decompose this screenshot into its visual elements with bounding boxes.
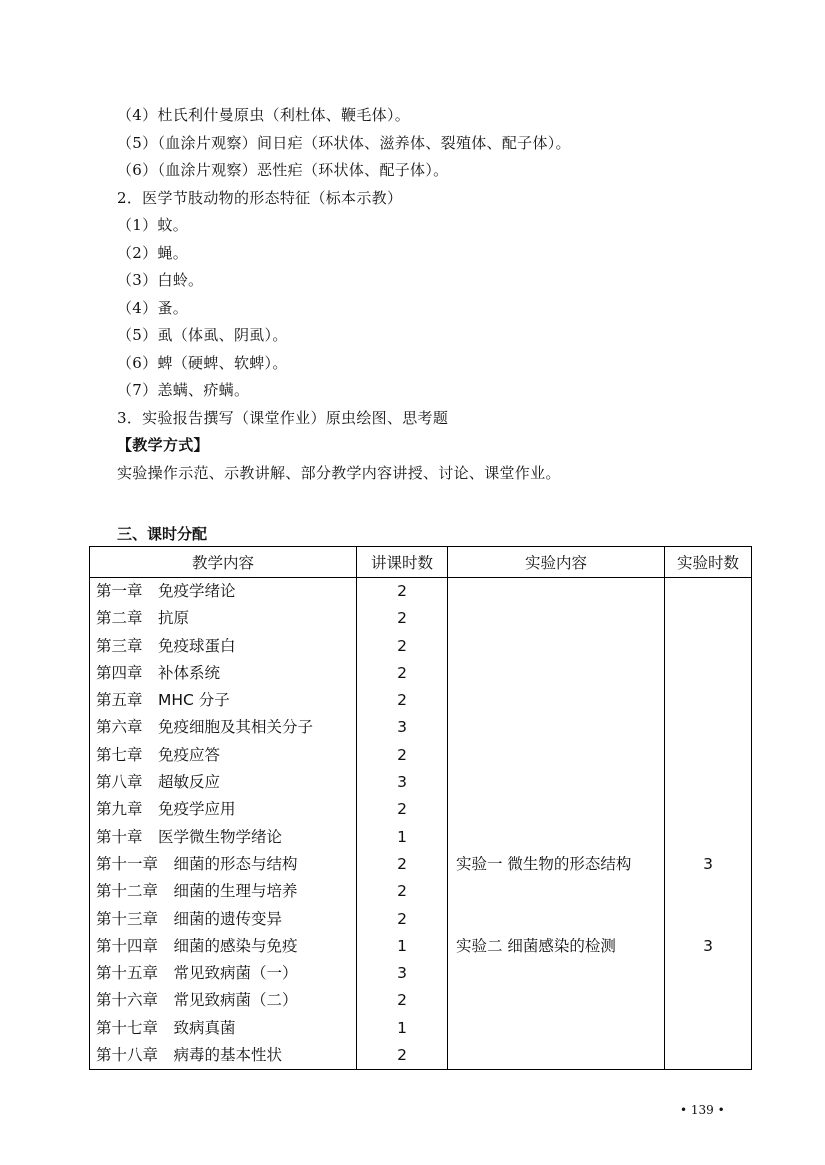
cell-lecture-hours: 2 (357, 878, 448, 905)
text-line: （2）蝇。 (117, 243, 189, 262)
cell-lab-hours (665, 714, 752, 741)
table-row (90, 933, 752, 960)
cell-lab-hours (665, 796, 752, 823)
table-body (90, 578, 752, 1070)
table-row (90, 633, 752, 660)
table-row (90, 851, 752, 878)
cell-lab-hours: 3 (665, 933, 752, 960)
column-header-lab-hours: 实验时数 (665, 547, 752, 578)
table-row (90, 824, 752, 851)
cell-lab-hours (665, 906, 752, 933)
cell-content: 第七章 免疫应答 (90, 742, 357, 769)
table-row (90, 605, 752, 632)
cell-lab-content (448, 578, 665, 606)
cell-lab-hours (665, 824, 752, 851)
cell-lab-content: 实验二 细菌感染的检测 (448, 933, 665, 960)
cell-lab-content (448, 1015, 665, 1042)
cell-lab-hours (665, 660, 752, 687)
cell-lab-content (448, 605, 665, 632)
cell-lab-hours (665, 769, 752, 796)
teaching-method-heading: 【教学方式】 (117, 436, 209, 454)
table-row (90, 878, 752, 905)
cell-content: 第六章 免疫细胞及其相关分子 (90, 714, 357, 741)
text-line: （5）（血涂片观察）间日疟（环状体、滋养体、裂殖体、配子体）。 (117, 133, 571, 152)
table-row (90, 960, 752, 987)
cell-lab-hours: 3 (665, 851, 752, 878)
cell-lecture-hours: 3 (357, 714, 448, 741)
cell-content: 第十一章 细菌的形态与结构 (90, 851, 357, 878)
cell-content: 第四章 补体系统 (90, 660, 357, 687)
text-line: （7）恙螨、疥螨。 (117, 381, 250, 399)
cell-lecture-hours: 1 (357, 824, 448, 851)
cell-lecture-hours: 1 (357, 933, 448, 960)
table-row (90, 1042, 752, 1070)
cell-lab-content (448, 987, 665, 1014)
cell-lab-hours (665, 1015, 752, 1042)
text-line: （1）蚊。 (117, 216, 189, 234)
cell-lecture-hours: 3 (357, 769, 448, 796)
cell-content: 第十六章 常见致病菌（二） (90, 987, 357, 1014)
cell-lab-content (448, 633, 665, 660)
cell-lecture-hours: 1 (357, 1015, 448, 1042)
cell-content: 第十八章 病毒的基本性状 (90, 1042, 357, 1070)
cell-lab-content (448, 742, 665, 769)
column-header-lab-content: 实验内容 (448, 547, 665, 578)
cell-lab-hours (665, 633, 752, 660)
text-line: （4）杜氏利什曼原虫（利杜体、鞭毛体）。 (117, 106, 411, 124)
cell-lecture-hours: 2 (357, 742, 448, 769)
table-row (90, 1015, 752, 1042)
table-row (90, 660, 752, 687)
hours-table (89, 546, 752, 1070)
cell-content: 第十章 医学微生物学绪论 (90, 824, 357, 851)
table-row (90, 987, 752, 1014)
column-header-lecture-hours: 讲课时数 (357, 547, 448, 578)
cell-lab-content (448, 687, 665, 714)
cell-lecture-hours: 2 (357, 851, 448, 878)
text-line: （3）白蛉。 (117, 271, 204, 289)
cell-lab-content (448, 796, 665, 823)
cell-lab-hours (665, 578, 752, 606)
cell-lab-hours (665, 987, 752, 1014)
cell-content: 第一章 免疫学绪论 (90, 578, 357, 606)
cell-lab-content (448, 769, 665, 796)
cell-lab-content (448, 906, 665, 933)
table-row (90, 578, 752, 606)
text-line: 3．实验报告撰写（课堂作业）原虫绘图、思考题 (117, 408, 449, 427)
cell-lab-hours (665, 960, 752, 987)
text-line: 实验操作示范、示教讲解、部分教学内容讲授、讨论、课堂作业。 (117, 463, 561, 482)
cell-lecture-hours: 2 (357, 687, 448, 714)
cell-lab-content: 实验一 微生物的形态结构 (448, 851, 665, 878)
cell-lecture-hours: 2 (357, 578, 448, 606)
cell-lab-hours (665, 687, 752, 714)
cell-content: 第九章 免疫学应用 (90, 796, 357, 823)
cell-lab-content (448, 1042, 665, 1070)
cell-content: 第十二章 细菌的生理与培养 (90, 878, 357, 905)
text-line: 2．医学节肢动物的形态特征（标本示教） (117, 188, 403, 207)
text-line: （5）虱（体虱、阴虱）。 (117, 326, 288, 344)
cell-lecture-hours: 2 (357, 987, 448, 1014)
cell-content: 第三章 免疫球蛋白 (90, 633, 357, 660)
cell-content: 第十三章 细菌的遗传变异 (90, 906, 357, 933)
cell-lab-hours (665, 878, 752, 905)
cell-lecture-hours: 2 (357, 605, 448, 632)
table-row (90, 769, 752, 796)
cell-lab-content (448, 878, 665, 905)
cell-lab-content (448, 960, 665, 987)
cell-lecture-hours: 2 (357, 906, 448, 933)
cell-content: 第十五章 常见致病菌（一） (90, 960, 357, 987)
table-row (90, 796, 752, 823)
cell-lecture-hours: 2 (357, 633, 448, 660)
table-row (90, 687, 752, 714)
cell-lecture-hours: 2 (357, 796, 448, 823)
cell-lab-hours (665, 1042, 752, 1070)
table-row (90, 714, 752, 741)
cell-lab-content (448, 660, 665, 687)
cell-content: 第二章 抗原 (90, 605, 357, 632)
page-number: • 139 • (680, 1103, 725, 1117)
text-line: （6）（血涂片观察）恶性疟（环状体、配子体）。 (117, 161, 449, 179)
cell-content: 第八章 超敏反应 (90, 769, 357, 796)
cell-lab-hours (665, 742, 752, 769)
section-title: 三、课时分配 (117, 525, 208, 543)
text-line: （6）蜱（硬蜱、软蜱）。 (117, 353, 288, 372)
cell-lecture-hours: 3 (357, 960, 448, 987)
cell-lab-content (448, 824, 665, 851)
table-row (90, 906, 752, 933)
table-header-row (90, 547, 752, 578)
cell-lecture-hours: 2 (357, 660, 448, 687)
text-line: （4）蚤。 (117, 298, 189, 317)
cell-content: 第十四章 细菌的感染与免疫 (90, 933, 357, 960)
table-row (90, 742, 752, 769)
body-text (117, 102, 757, 487)
cell-lab-content (448, 714, 665, 741)
cell-content: 第五章 MHC 分子 (90, 687, 357, 714)
cell-content: 第十七章 致病真菌 (90, 1015, 357, 1042)
column-header-content: 教学内容 (90, 547, 357, 578)
cell-lab-hours (665, 605, 752, 632)
cell-lecture-hours: 2 (357, 1042, 448, 1070)
